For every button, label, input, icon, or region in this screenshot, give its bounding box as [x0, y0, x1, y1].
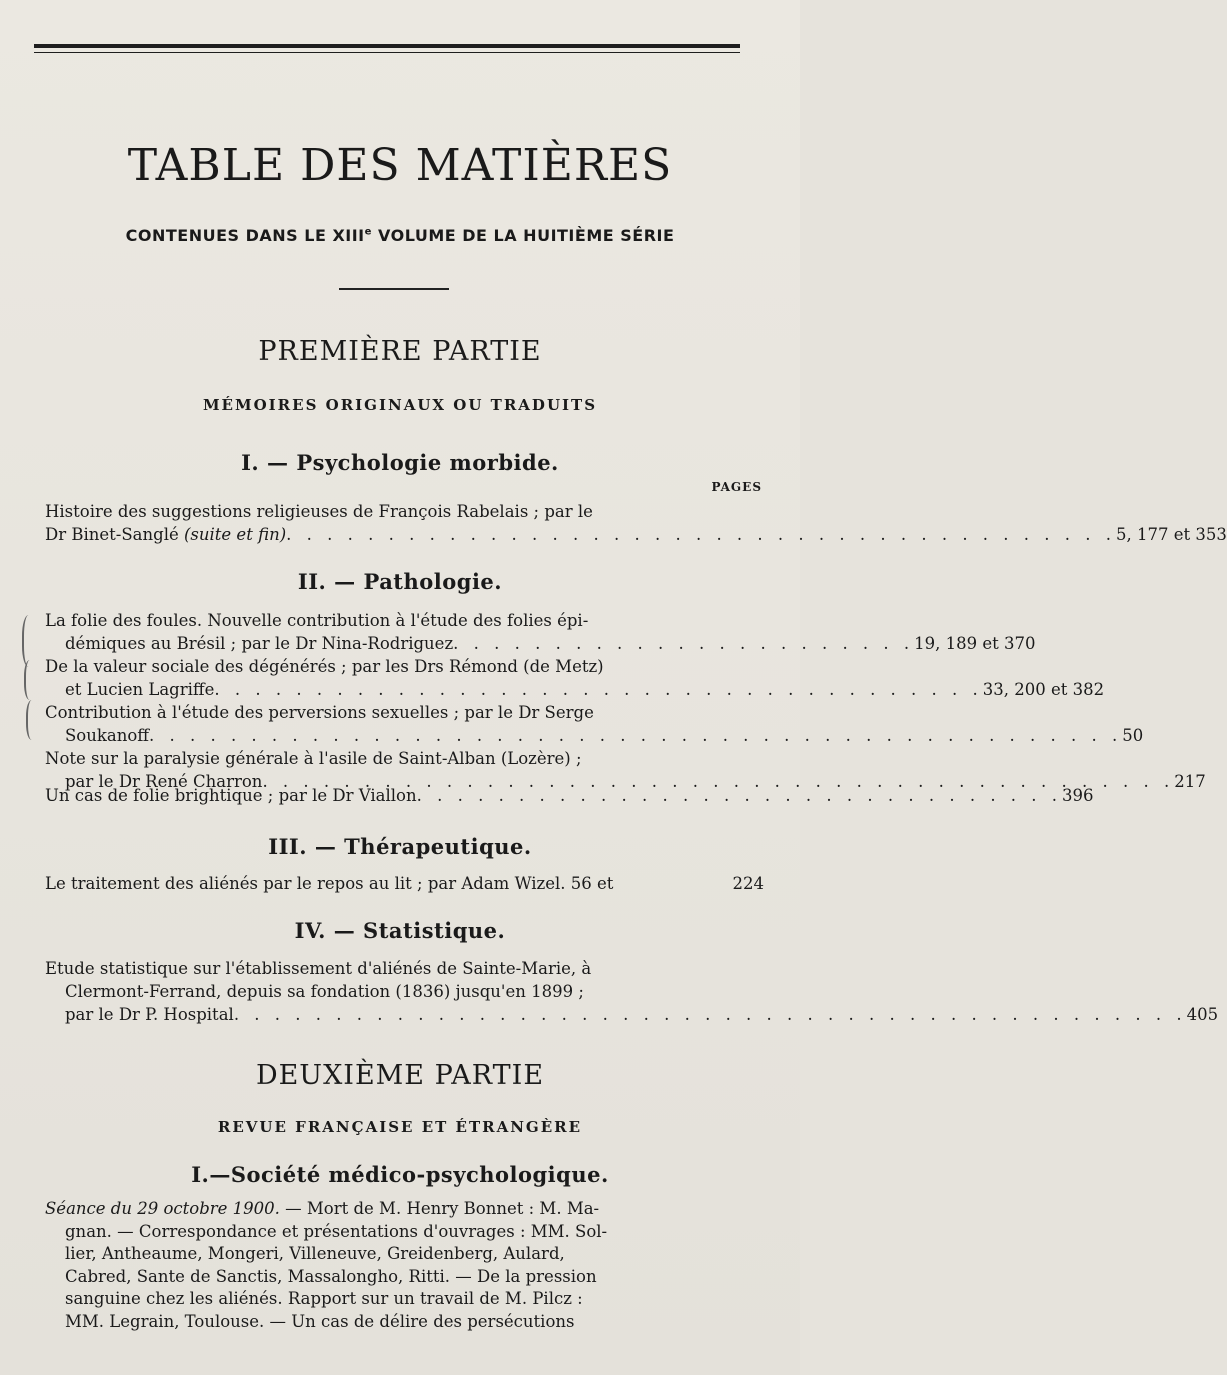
seance-line: sanguine chez les aliénés. Rapport sur un travail de M. Pilcz :: [65, 1289, 583, 1308]
seance-date: Séance du 29 octobre 1900.: [45, 1199, 280, 1218]
leader-dots: . . . . . . . . . . . . . . . . . . . . . . .: [453, 634, 915, 653]
part1-title: PREMIÈRE PARTIE: [258, 336, 542, 367]
pages-label: PAGES: [711, 480, 762, 494]
entry-author: démiques au Brésil ; par le Dr Nina-Rodriguez: [65, 634, 454, 653]
section-heading-therapeutique: III. — Thérapeutique.: [268, 834, 532, 859]
toc-entry[interactable]: [45, 784, 1094, 807]
seance-line: MM. Legrain, Toulouse. — Un cas de délire des persécutions: [65, 1311, 575, 1331]
entry-pages: 405: [1186, 1005, 1219, 1024]
top-thin-rule: [34, 52, 740, 53]
entry-pages: 224: [732, 874, 764, 893]
part2-subtitle: REVUE FRANÇAISE ET ÉTRANGÈRE: [217, 1118, 583, 1136]
entry-note: (suite et fin): [183, 525, 287, 544]
entry-pages: 396: [1062, 786, 1094, 805]
entry-line: La folie des foules. Nouvelle contribution à l'étude des folies épi-: [45, 611, 589, 630]
section-heading-societe: I.—Société médico-psychologique.: [191, 1162, 609, 1187]
section-heading-pathologie: II. — Pathologie.: [297, 569, 503, 594]
leader-dots: . . . . . . . . . . . . . . . . . . . . . . . . . . . . . . . . . . . . . .: [214, 680, 983, 699]
page-subtitle: CONTENUES DANS LE XIIIe VOLUME DE LA HUITIÈME SÉRIE: [125, 226, 675, 245]
entry-line: De la valeur sociale des dégénérés ; par les Drs Rémond (de Metz): [45, 657, 604, 676]
seance-line: Cabred, Sante de Sanctis, Massalongho, Ritti. — De la pression: [65, 1266, 597, 1286]
pencil-mark: [24, 660, 38, 700]
entry-pages: 5, 177 et 353: [1116, 525, 1227, 544]
leader-dots: . . . . . . . . . . . . . . . . . . . . . . . . . . . . . . . . . . . . . . . . . . . . . . .: [233, 1005, 1187, 1024]
entry-pages: 33, 200 et 382: [982, 680, 1105, 699]
toc-entry[interactable]: [45, 701, 1144, 747]
entry-line: Etude statistique sur l'établissement d'aliénés de Sainte-Marie, à: [45, 959, 592, 978]
seance-line: gnan. — Correspondance et présentations d'ouvrages : MM. Sol-: [65, 1221, 608, 1241]
entry-line: Clermont-Ferrand, depuis sa fondation (1836) jusqu'en 1899 ;: [65, 982, 584, 1001]
toc-entry[interactable]: [45, 609, 1036, 655]
toc-entry[interactable]: [45, 655, 1105, 701]
toc-entry[interactable]: [45, 500, 1227, 546]
toc-entry[interactable]: [45, 872, 764, 895]
entry-author: Dr Binet-Sanglé: [45, 525, 179, 544]
seance-line: — Mort de M. Henry Bonnet : M. Ma-: [279, 1199, 600, 1218]
leader-dots: . . . . . . . . . . . . . . . . . . . . . . . . . . . . . . . .: [416, 786, 1063, 805]
entry-author: Soukanoff: [65, 726, 149, 745]
entry-line: Contribution à l'étude des perversions sexuelles ; par le Dr Serge: [45, 703, 594, 722]
entry-pages: 19, 189 et 370: [914, 634, 1036, 653]
entry-line: Histoire des suggestions religieuses de François Rabelais ; par le: [45, 502, 593, 521]
leader-dots: . . . . . . . . . . . . . . . . . . . . . . . . . . . . . . . . . . . . . . . . . . . . . . . .: [148, 726, 1123, 745]
entry-pages: 50: [1122, 726, 1144, 745]
section-heading-statistique: IV. — Statistique.: [294, 918, 506, 943]
entry-line: Note sur la paralysie générale à l'asile de Saint-Alban (Lozère) ;: [45, 749, 582, 768]
seance-line: lier, Antheaume, Mongeri, Villeneuve, Greidenberg, Aulard,: [65, 1244, 565, 1263]
entry-author: Un cas de folie brightique ; par le Dr Viallon: [45, 786, 417, 805]
leader-dots: . . . . . . . . . . . . . . . . . . . . . . . . . . . . . . . . . . . . . . . . .: [286, 525, 1116, 544]
entry-pages: 217: [1174, 772, 1206, 791]
entry-author: par le Dr P. Hospital: [65, 1005, 234, 1024]
entry-author: par le Dr René Charron: [65, 772, 263, 791]
toc-entry[interactable]: [45, 957, 1219, 1026]
page-title: TABLE DES MATIÈRES: [127, 140, 673, 191]
pencil-mark: [26, 700, 40, 740]
top-thick-rule: [34, 44, 740, 48]
leader-dots: . . . . . . . . . . . . . . . . . . . . . . . . . . . . . . . . . . . . . . . . . . . . .: [262, 772, 1175, 791]
section-heading-psychologie: I. — Psychologie morbide.: [241, 450, 559, 475]
entry-author: Le traitement des aliénés par le repos au lit ; par Adam Wizel. 56 et: [45, 874, 614, 893]
part1-subtitle: MÉMOIRES ORIGINAUX OU TRADUITS: [202, 396, 598, 414]
divider-rule: [339, 288, 449, 290]
seance-entry[interactable]: [45, 1198, 764, 1333]
entry-author: et Lucien Lagriffe: [65, 680, 215, 699]
part2-title: DEUXIÈME PARTIE: [255, 1060, 545, 1091]
